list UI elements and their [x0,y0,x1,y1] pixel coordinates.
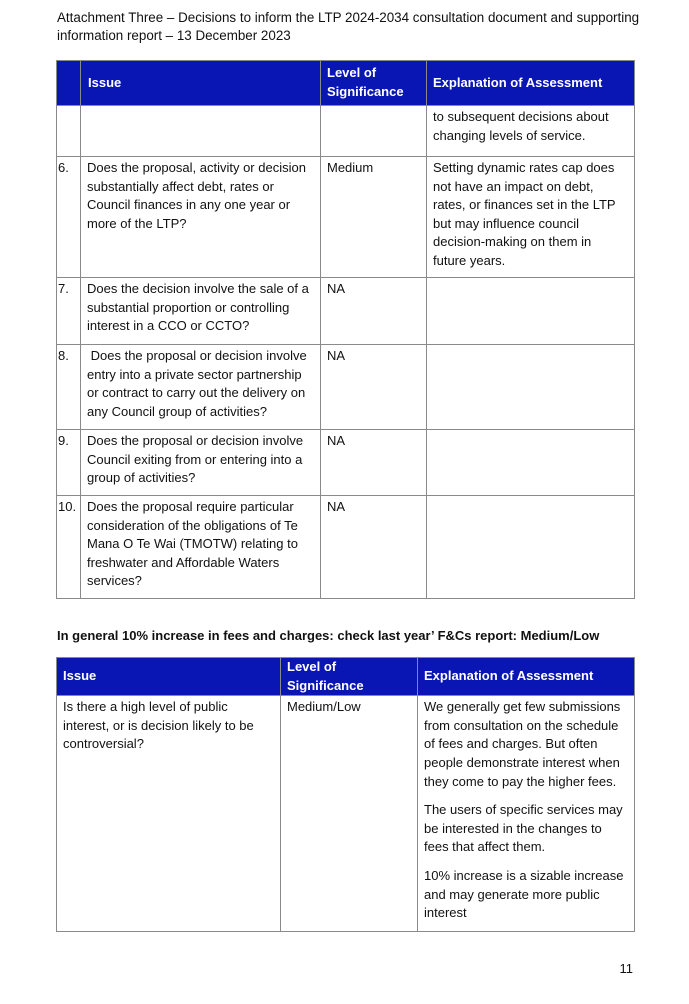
row-number: 10. [57,496,81,599]
table-row [57,157,635,278]
row-issue: Does the proposal or decision involve Council exiting from or entering into a group of activities? [81,430,321,496]
header-significance: Level of Significance [281,658,418,696]
table-row [57,106,635,157]
table-header-row [57,61,635,106]
row-issue: Does the decision involve the sale of a substantial proportion or controlling interest in a CCO or CCTO? [81,278,321,345]
table-row [57,696,635,932]
row-issue: Is there a high level of public interest, or is decision likely to be controversial? [57,696,281,932]
row-significance: NA [321,430,427,496]
row-significance [321,106,427,157]
fees-charges-table [56,657,635,932]
row-number [57,106,81,157]
row-explanation: Setting dynamic rates cap does not have an impact on debt, rates, or finances set in the LTP but may influence council decision-making on them in future years. [427,157,635,278]
header-explanation: Explanation of Assessment [427,61,635,106]
table-row [57,278,635,345]
header-line-2: information report – 13 December 2023 [57,28,291,43]
row-explanation [427,278,635,345]
table-header-row [57,658,635,696]
row-number: 8. [57,345,81,430]
row-significance: NA [321,345,427,430]
row-explanation [418,696,635,932]
row-explanation [427,345,635,430]
table-row [57,430,635,496]
header-explanation: Explanation of Assessment [418,658,635,696]
row-number: 7. [57,278,81,345]
row-issue [81,106,321,157]
table-row [57,345,635,430]
explanation-paragraph: 10% increase is a sizable increase and may generate more public interest [424,867,624,921]
row-explanation: to subsequent decisions about changing levels of service. [427,106,635,157]
row-issue: Does the proposal require particular consideration of the obligations of Te Mana O Te Wai (TMOTW) relating to freshwater and Affordable Waters services? [81,496,321,599]
fees-charges-heading: In general 10% increase in fees and charges: check last year’ F&Cs report: Medium/Low [57,628,600,643]
row-significance: NA [321,278,427,345]
row-significance: Medium [321,157,427,278]
row-explanation [427,430,635,496]
table-row [57,496,635,599]
header-issue: Issue [57,658,281,696]
row-issue: Does the proposal, activity or decision substantially affect debt, rates or Council finances in any one year or more of the LTP? [81,157,321,278]
header-line-1: Attachment Three – Decisions to inform the LTP 2024-2034 consultation document and supporting [57,10,640,25]
explanation-paragraph: We generally get few submissions from consultation on the schedule of fees and charges. But often people demonstrate interest when they come to pay the higher fees. [424,699,621,789]
row-number: 9. [57,430,81,496]
row-number: 6. [57,157,81,278]
document-header [57,9,640,45]
row-explanation [427,496,635,599]
explanation-paragraph: The users of specific services may be interested in the changes to fees that affect them. [424,802,623,855]
row-issue: Does the proposal or decision involve entry into a private sector partnership or contract to carry out the delivery on any Council group of activities? [81,345,321,430]
significance-table-continued [56,60,635,599]
header-issue: Issue [81,61,321,106]
row-significance: NA [321,496,427,599]
header-number [57,61,81,106]
page-number: 11 [619,961,633,976]
header-significance: Level of Significance [321,61,427,106]
row-significance: Medium/Low [281,696,418,932]
